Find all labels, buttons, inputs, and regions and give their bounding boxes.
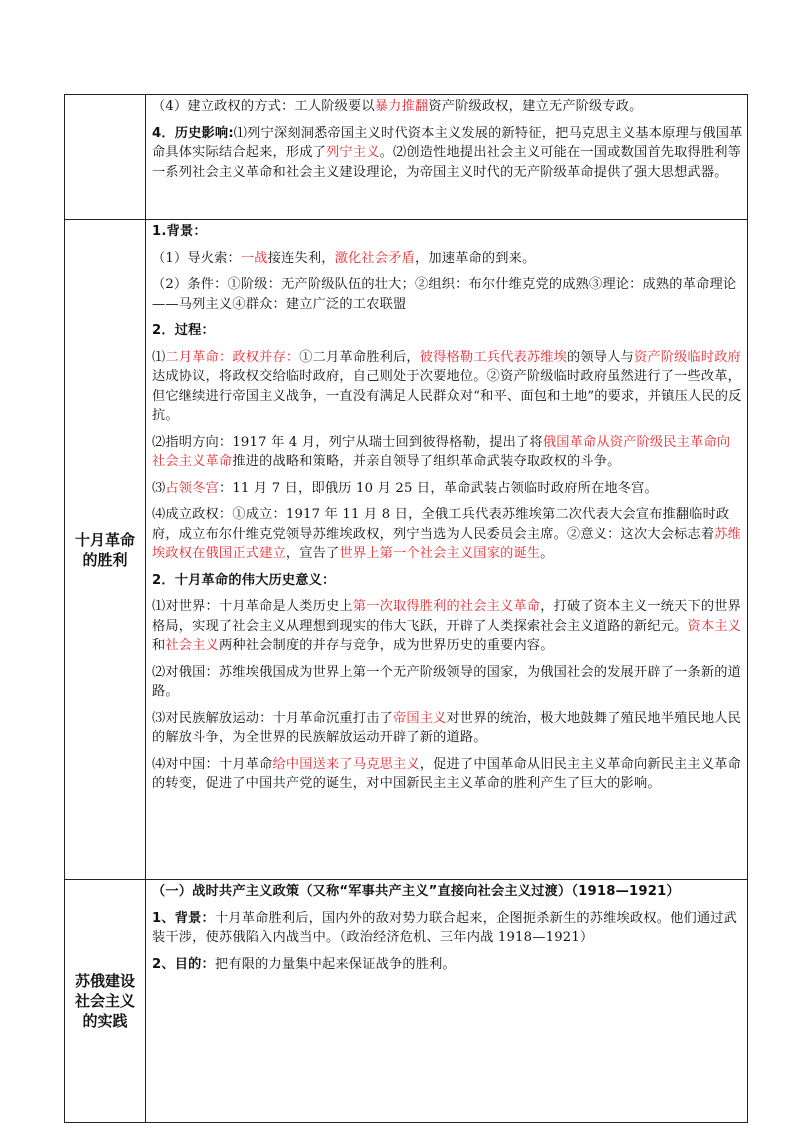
section-label xyxy=(65,880,146,1123)
heading-text: 1.背景： xyxy=(152,224,207,239)
section-content xyxy=(146,880,748,1123)
heading-text: 4．历史影响: xyxy=(152,125,234,141)
body-text: ⑵对俄国：苏维埃俄国成为世界上第一个无产阶级领导的国家，为俄国社会的发展开辟了一条新的道路。 xyxy=(152,664,742,699)
highlight-text: 第一次取得胜利的社会主义革命 xyxy=(352,599,541,614)
paragraph xyxy=(152,124,743,183)
highlight-text: 世界上第一个社会主义国家的诞生 xyxy=(339,546,541,561)
body-text: 。 xyxy=(540,546,554,561)
highlight-text: 暴力推翻 xyxy=(374,99,429,114)
paragraph xyxy=(152,709,743,748)
section-label xyxy=(65,95,146,220)
heading-text: 2．十月革命的伟大历史意义： xyxy=(152,572,336,588)
body-text: ，宣告了 xyxy=(285,546,340,561)
body-text: 达成协议，将政权交给临时政府，自己则处于次要地位。②资产阶级临时政府虽然进行了一些改革，但它继续进行帝国主义战争，一直没有满足人民群众对“和平、面包和土地”的要求，并镇压人民的反抗。 xyxy=(152,369,742,423)
highlight-text: 一战 xyxy=(240,250,268,266)
section-content xyxy=(146,95,748,220)
paragraph xyxy=(152,222,743,242)
paragraph xyxy=(152,663,743,702)
body-text: 的领导人与 xyxy=(567,349,634,365)
body-text: 对世界的统治，极大地鼓舞了殖民地半殖民地人民的解放斗争，为全世界的民族解放运动开辟了新的道路。 xyxy=(152,710,742,745)
paragraph xyxy=(152,97,743,117)
highlight-text: 占领冬宫 xyxy=(165,480,219,496)
notes-table xyxy=(64,94,748,1123)
body-text: ⑶对民族解放运动：十月革命沉重打击了 xyxy=(152,710,393,726)
body-text: ⑴对世界：十月革命是人类历史上 xyxy=(152,599,353,614)
body-text: ：11 月 7 日，即俄历 10 月 25 日，革命武装占领临时政府所在地冬宫。 xyxy=(218,480,658,496)
body-text: ⑷成立政权：①成立：1917 年 11 月 8 日，全俄工兵代表苏维埃第二次代表大会宣布推翻临时政府，成立布尔什维克党领导苏维埃政权，列宁当选为人民委员会主席。②意义：这次大会标志着 xyxy=(152,507,730,542)
paragraph xyxy=(152,249,743,269)
body-text: 资产阶级政权，建立无产阶级专政。 xyxy=(428,99,643,114)
highlight-text: 列宁主义 xyxy=(326,145,380,160)
heading-text: （一）战时共产主义政策（又称“军事共产主义”直接向社会主义过渡）（1918—1921） xyxy=(152,884,680,899)
body-text: 两种社会制度的并存与竞争，成为世界历史的重要内容。 xyxy=(218,638,554,653)
paragraph xyxy=(152,571,743,591)
section-label-text: 十月革命的胜利 xyxy=(74,530,135,569)
highlight-text: 帝国主义 xyxy=(392,710,447,726)
paragraph xyxy=(152,505,743,564)
paragraph xyxy=(152,882,743,902)
body-text: ⑷对中国：十月革命 xyxy=(152,756,273,772)
paragraph xyxy=(152,755,743,794)
body-text: 推进的战略和策略，并亲自领导了组织革命武装夺取政权的斗争。 xyxy=(232,454,621,469)
body-text: ①二月革命胜利后， xyxy=(299,349,420,365)
body-text: 和 xyxy=(152,638,166,653)
body-text: 把有限的力量集中起来保证战争的胜利。 xyxy=(214,956,456,972)
body-text: ⑴列宁深刻洞悉帝国主义时代资本主义发展的新特征，把马克思主义基本原理与俄国革命具体实际结合起来，形成了 xyxy=(152,125,743,160)
highlight-text: 资产阶级临时政府 xyxy=(633,349,742,365)
paragraph xyxy=(152,348,743,426)
paragraph xyxy=(152,597,743,656)
body-text: ，促进了中国革命从旧民主主义革命向新民主主义革命的转变，促进了中国共产党的诞生，对中国新民主主义革命的胜利产生了巨大的影响。 xyxy=(152,756,742,791)
paragraph xyxy=(152,955,743,975)
highlight-text: 激化社会矛盾 xyxy=(334,250,415,266)
table-row xyxy=(65,95,748,220)
body-text: （4）建立政权的方式：工人阶级要以 xyxy=(152,99,375,114)
paragraph xyxy=(152,909,743,948)
body-text: ，打破了资本主义一统天下的世界格局，实现了社会主义从理想到现实的伟大飞跃，开辟了人类探索社会主义道路的新纪元。 xyxy=(152,599,742,634)
body-text: ⑵指明方向：1917 年 4 月，列宁从瑞士回到彼得格勒，提出了将 xyxy=(152,434,543,450)
table-row xyxy=(65,220,748,880)
highlight-text: 苏维埃政权在俄国正式建立 xyxy=(152,526,742,561)
heading-text: 2、目的： xyxy=(152,956,215,972)
body-text: 接连失利， xyxy=(267,250,335,266)
highlight-text: 彼得格勒工兵代表苏维埃 xyxy=(419,349,568,365)
highlight-text: 社会主义 xyxy=(165,638,219,653)
highlight-text: 俄国革命从资产阶级民主革命向社会主义革命 xyxy=(152,434,731,469)
paragraph xyxy=(152,275,743,314)
highlight-text: 二月革命：政权并存： xyxy=(165,349,300,365)
paragraph xyxy=(152,479,743,499)
heading-text: 1、背景： xyxy=(152,910,215,926)
section-label-text: 苏俄建设社会主义的实践 xyxy=(74,972,135,1030)
body-text: （2）条件：①阶级：无产阶级队伍的壮大；②组织：布尔什维克党的成熟③理论：成熟的革命理论——马列主义④群众：建立广泛的工农联盟 xyxy=(152,277,737,312)
body-text: 。⑵创造性地提出社会主义可能在一国或数国首先取得胜利等一系列社会主义革命和社会主义建设理论，为帝国主义时代的无产阶级革命提供了强大思想武器。 xyxy=(152,145,742,180)
body-text: ⑴ xyxy=(152,349,166,365)
table-row xyxy=(65,880,748,1123)
highlight-text: 资本主义 xyxy=(687,618,742,634)
highlight-text: 给中国送来了马克思主义 xyxy=(272,756,420,772)
body-text: 十月革命胜利后，国内外的敌对势力联合起来，企图扼杀新生的苏维埃政权。他们通过武装干涉，使苏俄陷入内战当中。（政治经济危机、三年内战 1918—1921） xyxy=(152,910,738,945)
heading-text: 2．过程： xyxy=(152,323,215,338)
body-text: ⑶ xyxy=(152,480,166,496)
body-text: （1）导火索： xyxy=(152,250,241,266)
paragraph xyxy=(152,321,743,341)
section-label xyxy=(65,220,146,880)
paragraph xyxy=(152,433,743,472)
section-content xyxy=(146,220,748,880)
body-text: ，加速革命的到来。 xyxy=(414,250,536,266)
